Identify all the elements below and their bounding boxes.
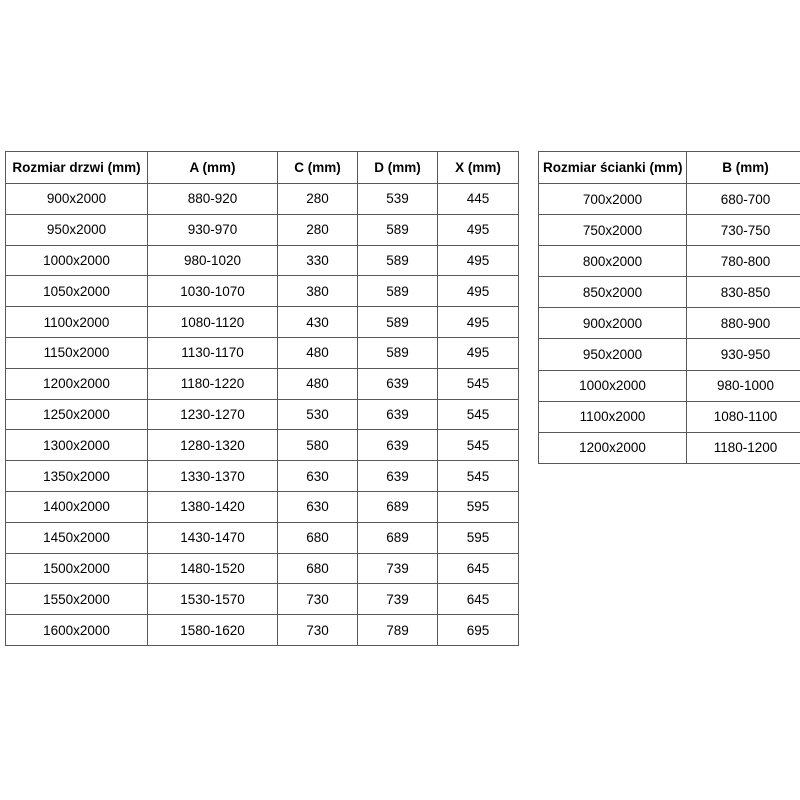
table-cell: 589 xyxy=(358,307,438,338)
table-cell: 700x2000 xyxy=(539,184,687,215)
table-cell: 495 xyxy=(438,307,519,338)
table-cell: 1580-1620 xyxy=(148,615,278,646)
table-cell: 950x2000 xyxy=(539,339,687,370)
table-cell: 880-920 xyxy=(148,184,278,215)
table-row xyxy=(6,399,519,430)
table-cell: 280 xyxy=(278,184,358,215)
table-cell: 750x2000 xyxy=(539,215,687,246)
table-cell: 980-1020 xyxy=(148,245,278,276)
table-cell: 780-800 xyxy=(687,246,800,277)
table-row xyxy=(6,522,519,553)
table-cell: 1280-1320 xyxy=(148,430,278,461)
table-row xyxy=(6,491,519,522)
column-header: C (mm) xyxy=(278,152,358,184)
table-cell: 730-750 xyxy=(687,215,800,246)
table-cell: 680-700 xyxy=(687,184,800,215)
table-cell: 830-850 xyxy=(687,277,800,308)
table-cell: 1350x2000 xyxy=(6,461,148,492)
table-cell: 689 xyxy=(358,491,438,522)
table-cell: 589 xyxy=(358,276,438,307)
table-cell: 639 xyxy=(358,368,438,399)
table-cell: 1180-1220 xyxy=(148,368,278,399)
table-cell: 495 xyxy=(438,337,519,368)
table-cell: 1330-1370 xyxy=(148,461,278,492)
table-row xyxy=(6,430,519,461)
table-cell: 1250x2000 xyxy=(6,399,148,430)
table-cell: 680 xyxy=(278,522,358,553)
table-row xyxy=(6,184,519,215)
table-cell: 1500x2000 xyxy=(6,553,148,584)
column-header: Rozmiar drzwi (mm) xyxy=(6,152,148,184)
wall-size-table xyxy=(538,151,800,464)
table-cell: 1000x2000 xyxy=(539,370,687,401)
table-cell: 880-900 xyxy=(687,308,800,339)
column-header: X (mm) xyxy=(438,152,519,184)
table-cell: 430 xyxy=(278,307,358,338)
table-row xyxy=(6,584,519,615)
table-cell: 530 xyxy=(278,399,358,430)
table-cell: 639 xyxy=(358,430,438,461)
table-cell: 900x2000 xyxy=(6,184,148,215)
table-row xyxy=(539,401,800,432)
table-cell: 1530-1570 xyxy=(148,584,278,615)
table-cell: 1130-1170 xyxy=(148,337,278,368)
column-header: Rozmiar ścianki (mm) xyxy=(539,152,687,184)
table-cell: 1050x2000 xyxy=(6,276,148,307)
table-cell: 545 xyxy=(438,430,519,461)
table-row xyxy=(539,246,800,277)
table-cell: 1600x2000 xyxy=(6,615,148,646)
table-cell: 595 xyxy=(438,522,519,553)
table-row xyxy=(539,432,800,463)
table-cell: 900x2000 xyxy=(539,308,687,339)
table-row xyxy=(539,370,800,401)
table-row xyxy=(6,461,519,492)
column-header: B (mm) xyxy=(687,152,800,184)
table-row xyxy=(6,615,519,646)
table-cell: 495 xyxy=(438,214,519,245)
table-row xyxy=(6,214,519,245)
table-cell: 1430-1470 xyxy=(148,522,278,553)
table-cell: 739 xyxy=(358,553,438,584)
table-row xyxy=(6,245,519,276)
table-cell: 1080-1120 xyxy=(148,307,278,338)
table-cell: 1200x2000 xyxy=(539,432,687,463)
table-cell: 1450x2000 xyxy=(6,522,148,553)
table-cell: 1080-1100 xyxy=(687,401,800,432)
table-cell: 689 xyxy=(358,522,438,553)
table-cell: 1480-1520 xyxy=(148,553,278,584)
table-cell: 1550x2000 xyxy=(6,584,148,615)
table-cell: 580 xyxy=(278,430,358,461)
table-row xyxy=(6,337,519,368)
table-cell: 695 xyxy=(438,615,519,646)
table-cell: 1180-1200 xyxy=(687,432,800,463)
table-row xyxy=(6,276,519,307)
table-cell: 639 xyxy=(358,399,438,430)
table-cell: 380 xyxy=(278,276,358,307)
table-cell: 445 xyxy=(438,184,519,215)
table-cell: 950x2000 xyxy=(6,214,148,245)
column-header: A (mm) xyxy=(148,152,278,184)
table-cell: 539 xyxy=(358,184,438,215)
table-cell: 1200x2000 xyxy=(6,368,148,399)
table-cell: 1100x2000 xyxy=(539,401,687,432)
table-cell: 680 xyxy=(278,553,358,584)
table-cell: 1030-1070 xyxy=(148,276,278,307)
table-row xyxy=(539,339,800,370)
header-row xyxy=(539,152,800,184)
table-cell: 739 xyxy=(358,584,438,615)
table-cell: 930-970 xyxy=(148,214,278,245)
table-row xyxy=(6,368,519,399)
table-row xyxy=(6,553,519,584)
table-cell: 330 xyxy=(278,245,358,276)
table-cell: 630 xyxy=(278,461,358,492)
table-cell: 930-950 xyxy=(687,339,800,370)
table-cell: 589 xyxy=(358,245,438,276)
table-cell: 645 xyxy=(438,553,519,584)
table-cell: 980-1000 xyxy=(687,370,800,401)
table-row xyxy=(539,184,800,215)
table-cell: 545 xyxy=(438,399,519,430)
table-cell: 280 xyxy=(278,214,358,245)
table-cell: 545 xyxy=(438,368,519,399)
table-cell: 495 xyxy=(438,276,519,307)
table-cell: 800x2000 xyxy=(539,246,687,277)
table-cell: 545 xyxy=(438,461,519,492)
table-cell: 589 xyxy=(358,214,438,245)
table-row xyxy=(539,308,800,339)
table-cell: 1400x2000 xyxy=(6,491,148,522)
table-cell: 1000x2000 xyxy=(6,245,148,276)
table-cell: 589 xyxy=(358,337,438,368)
table-cell: 1100x2000 xyxy=(6,307,148,338)
table-cell: 595 xyxy=(438,491,519,522)
table-cell: 850x2000 xyxy=(539,277,687,308)
table-cell: 645 xyxy=(438,584,519,615)
table-cell: 1380-1420 xyxy=(148,491,278,522)
header-row xyxy=(6,152,519,184)
table-cell: 480 xyxy=(278,368,358,399)
table-cell: 1150x2000 xyxy=(6,337,148,368)
table-cell: 1230-1270 xyxy=(148,399,278,430)
table-cell: 495 xyxy=(438,245,519,276)
table-cell: 730 xyxy=(278,584,358,615)
door-size-table xyxy=(5,151,519,646)
table-row xyxy=(539,215,800,246)
table-cell: 480 xyxy=(278,337,358,368)
table-cell: 630 xyxy=(278,491,358,522)
table-cell: 730 xyxy=(278,615,358,646)
table-cell: 1300x2000 xyxy=(6,430,148,461)
table-row xyxy=(6,307,519,338)
table-row xyxy=(539,277,800,308)
table-cell: 789 xyxy=(358,615,438,646)
table-cell: 639 xyxy=(358,461,438,492)
column-header: D (mm) xyxy=(358,152,438,184)
